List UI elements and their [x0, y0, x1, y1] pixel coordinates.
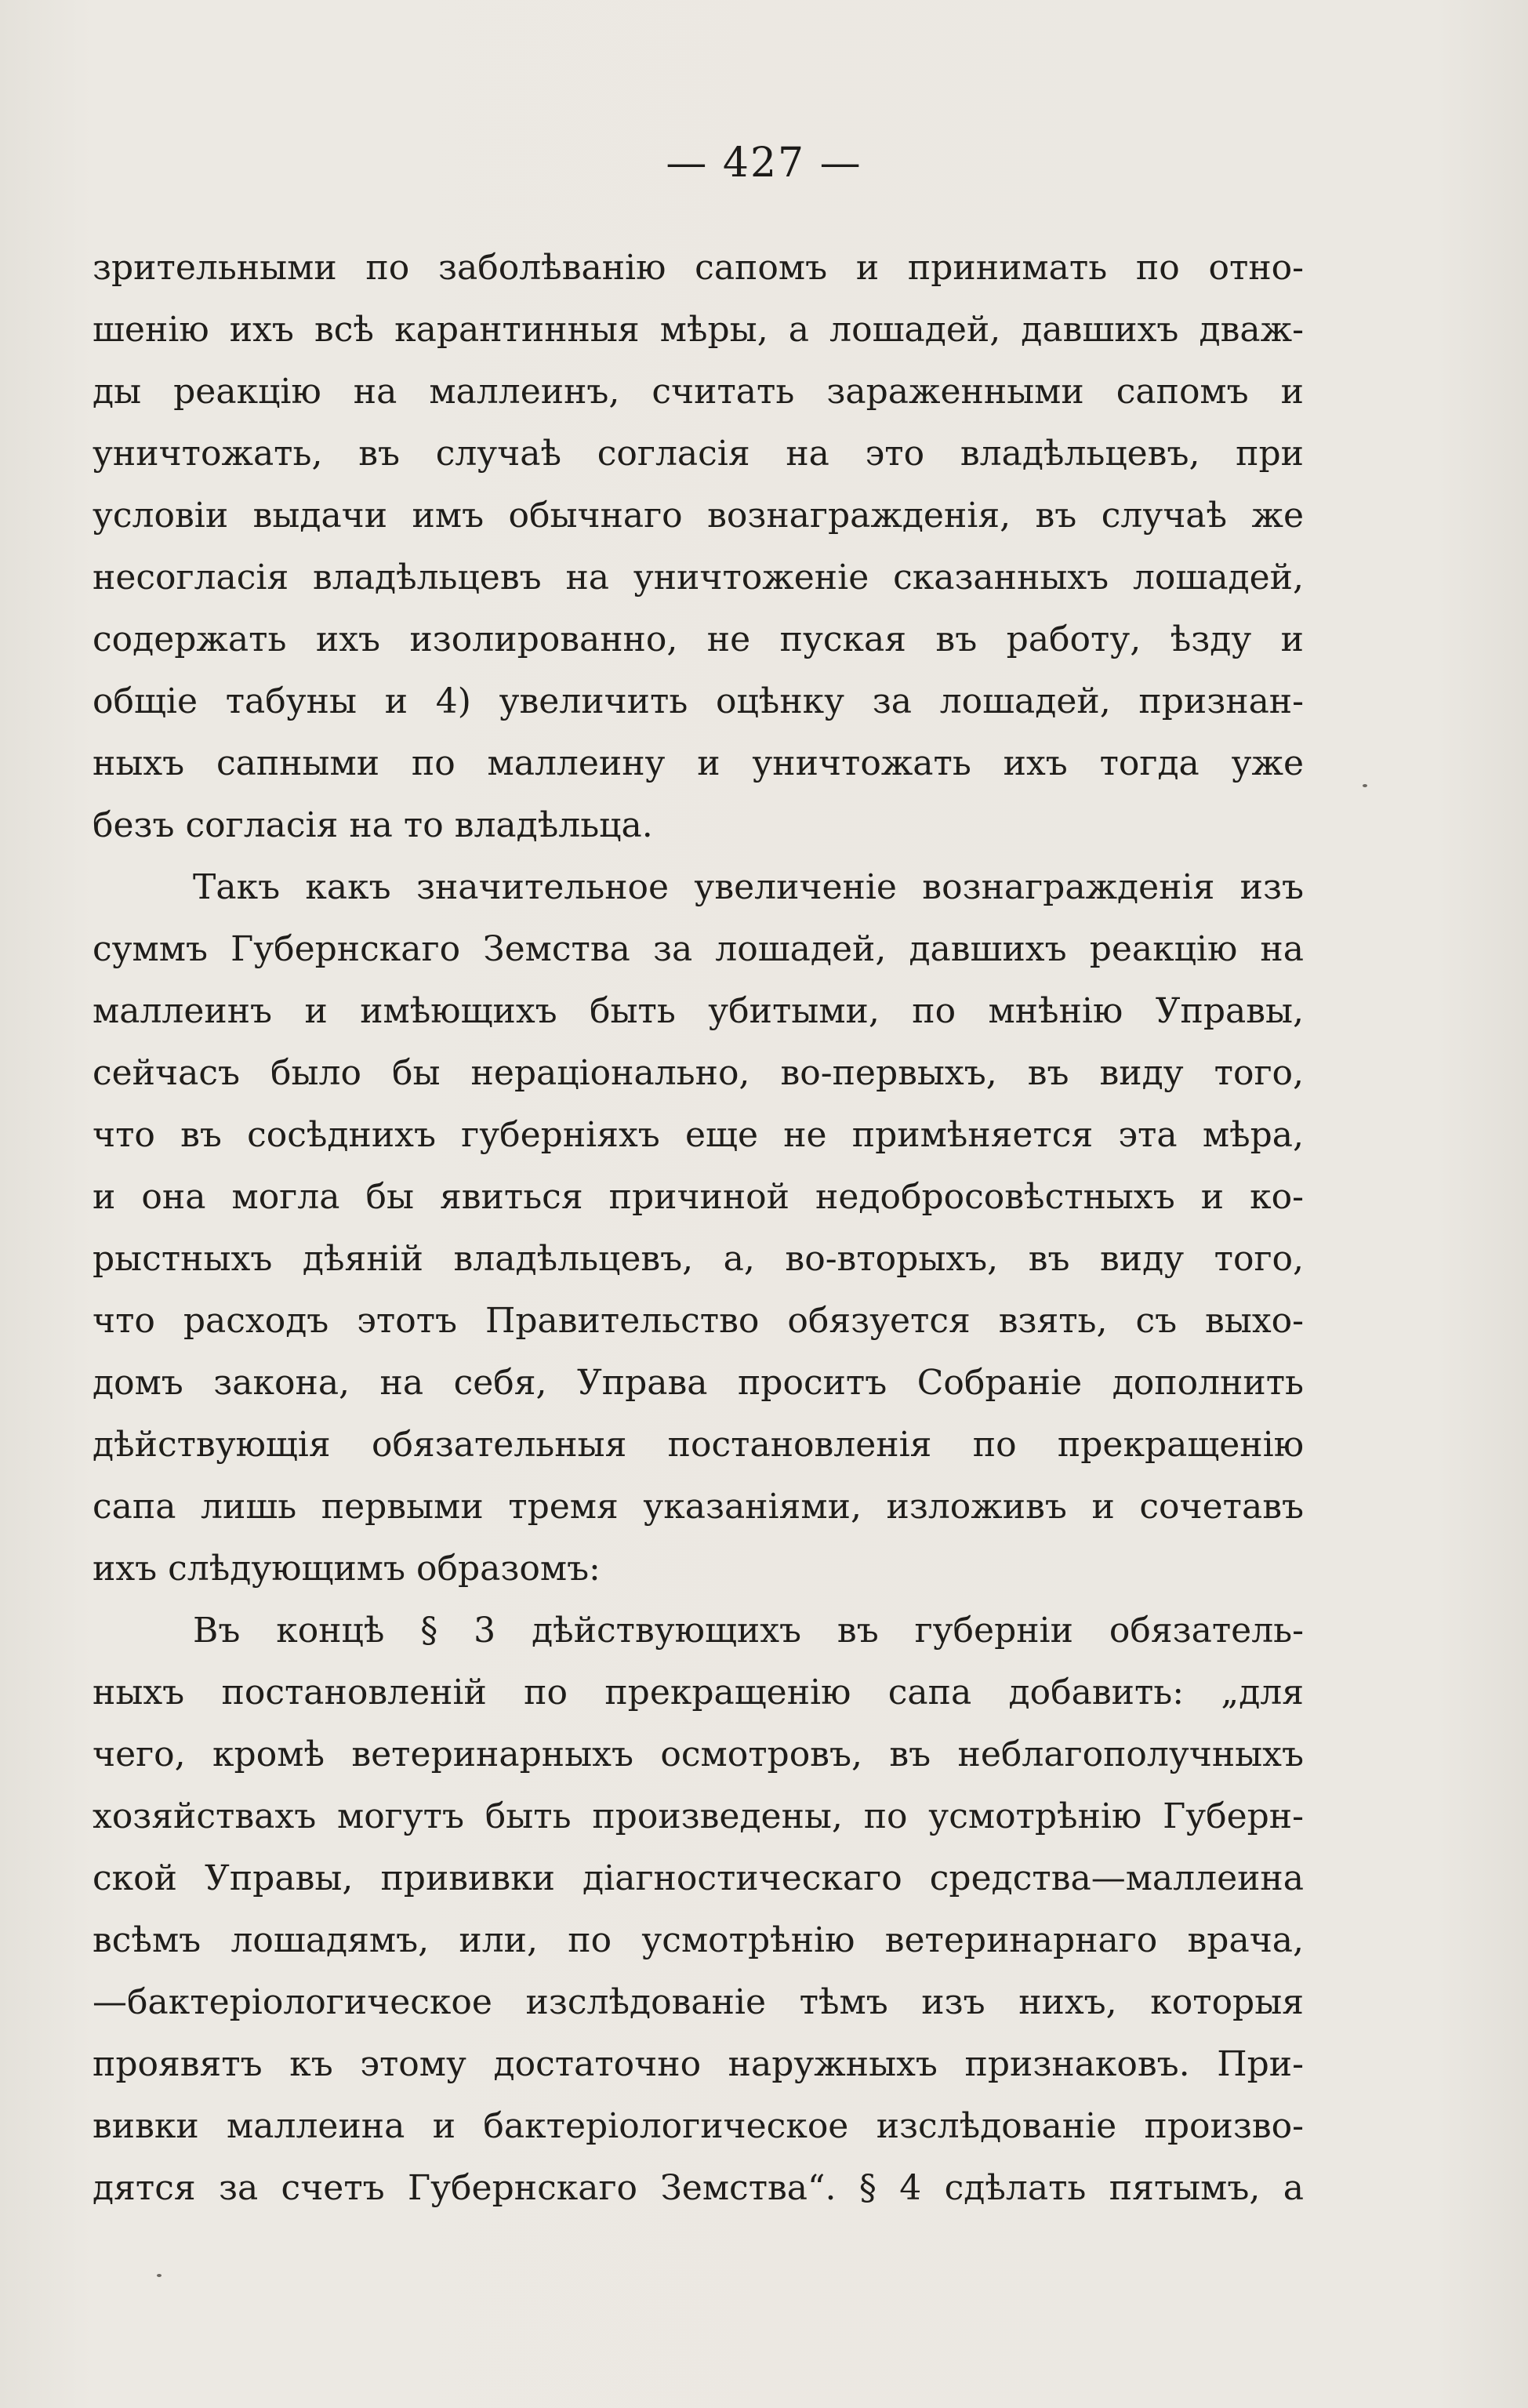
paragraph-3	[93, 1600, 1304, 2219]
text-line: домъ закона, на себя, Управа проситъ Собраніе дополнить	[93, 1363, 1304, 1403]
text-line: шенію ихъ всѣ карантинныя мѣры, а лошадей, давшихъ дваж-	[93, 310, 1304, 350]
text-line: хозяйствахъ могутъ быть произведены, по усмотрѣнію Губерн-	[93, 1796, 1304, 1836]
print-speck	[157, 2274, 162, 2277]
text-line: всѣмъ лошадямъ, или, по усмотрѣнію ветеринарнаго врача,	[93, 1920, 1304, 1960]
text-line: несогласія владѣльцевъ на уничтоженіе сказанныхъ лошадей,	[93, 558, 1304, 597]
text-line: условіи выдачи имъ обычнаго вознагражденія, въ случаѣ же	[93, 496, 1304, 536]
text-line: дятся за счетъ Губернскаго Земства“. § 4 сдѣлать пятымъ, а	[93, 2168, 1304, 2208]
text-line: ныхъ постановленій по прекращенію сапа добавить: „для	[93, 1673, 1304, 1712]
text-line: —бактеріологическое изслѣдованіе тѣмъ изъ нихъ, которыя	[93, 1982, 1304, 2022]
text-line: и она могла бы явиться причиной недобросовѣстныхъ и ко-	[93, 1177, 1304, 1217]
text-line: Въ концѣ § 3 дѣйствующихъ въ губерніи обязатель-	[193, 1611, 1304, 1651]
text-line: что расходъ этотъ Правительство обязуется взять, съ выхо-	[93, 1301, 1304, 1341]
text-line: маллеинъ и имѣющихъ быть убитыми, по мнѣнію Управы,	[93, 991, 1304, 1031]
text-line: Такъ какъ значительное увеличеніе вознагражденія изъ	[193, 867, 1304, 907]
text-line: зрительными по заболѣванію сапомъ и принимать по отно-	[93, 248, 1304, 288]
text-line: что въ сосѣднихъ губерніяхъ еще не примѣняется эта мѣра,	[93, 1115, 1304, 1155]
text-line: ныхъ сапными по маллеину и уничтожать ихъ тогда уже	[93, 743, 1304, 783]
text-line: уничтожать, въ случаѣ согласія на это владѣльцевъ, при	[93, 434, 1304, 474]
text-line: сейчасъ было бы нераціонально, во-первыхъ, въ виду того,	[93, 1053, 1304, 1093]
text-line: ской Управы, прививки діагностическаго средства—маллеина	[93, 1858, 1304, 1898]
text-line: ихъ слѣдующимъ образомъ:	[93, 1549, 601, 1589]
page-number: — 427 —	[666, 140, 862, 187]
text-line: чего, кромѣ ветеринарныхъ осмотровъ, въ неблагополучныхъ	[93, 1734, 1304, 1774]
text-line: проявятъ къ этому достаточно наружныхъ признаковъ. При-	[93, 2044, 1304, 2084]
text-line: суммъ Губернскаго Земства за лошадей, давшихъ реакцію на	[93, 929, 1304, 969]
text-body	[93, 237, 1304, 2219]
text-line: сапа лишь первыми тремя указаніями, изложивъ и сочетавъ	[93, 1487, 1304, 1527]
text-line: содержать ихъ изолированно, не пуская въ работу, ѣзду и	[93, 619, 1304, 659]
text-line: общіе табуны и 4) увеличить оцѣнку за лошадей, признан-	[93, 681, 1304, 721]
text-line: вивки маллеина и бактеріологическое изслѣдованіе произво-	[93, 2106, 1304, 2146]
print-speck	[1363, 784, 1367, 787]
text-line: безъ согласія на то владѣльца.	[93, 805, 653, 845]
text-line: дѣйствующія обязательныя постановленія по прекращенію	[93, 1425, 1304, 1465]
paragraph-1	[93, 237, 1304, 856]
text-line: рыстныхъ дѣяній владѣльцевъ, а, во-вторыхъ, въ виду того,	[93, 1239, 1304, 1279]
text-line: ды реакцію на маллеинъ, считать зараженными сапомъ и	[93, 372, 1304, 412]
paragraph-2	[93, 856, 1304, 1600]
